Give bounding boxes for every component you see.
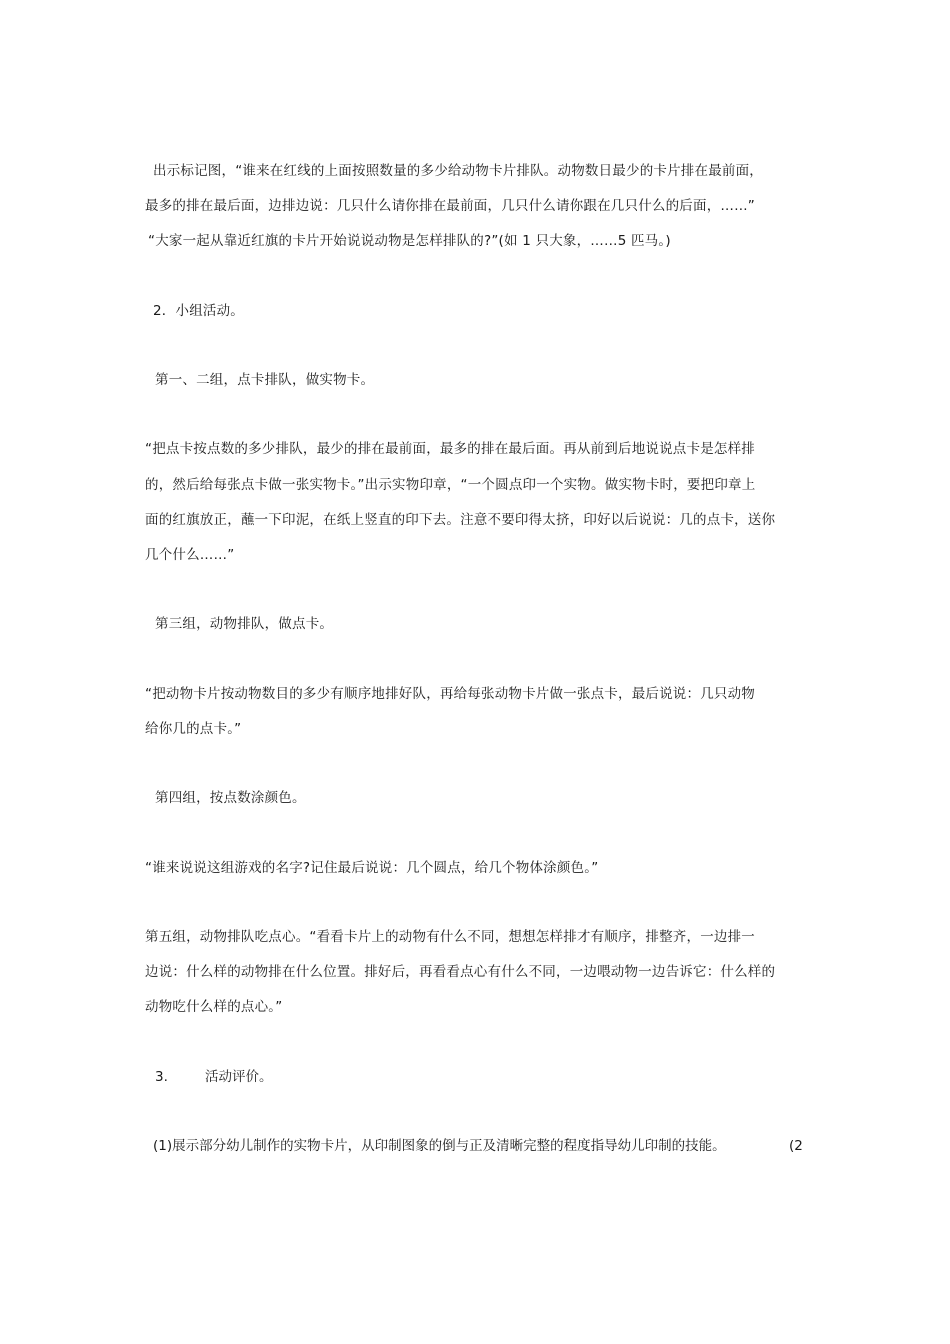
group12-title: 第一、二组，点卡排队，做实物卡。 xyxy=(155,372,375,388)
group12-body-line1: “把点卡按点数的多少排队，最少的排在最前面，最多的排在最后面。再从前到后地说说点卡是怎样排 xyxy=(145,441,755,457)
para1-line2: 最多的排在最后面，边排边说：几只什么请你排在最前面，几只什么请你跟在几只什么的后面，……” xyxy=(145,198,755,214)
group5-line2: 边说：什么样的动物排在什么位置。排好后，再看看点心有什么不同，一边喂动物一边告诉它：什么样的 xyxy=(145,964,776,980)
section-heading-2: 2．小组活动。 xyxy=(153,303,244,319)
group3-body-line2: 给你几的点卡。” xyxy=(145,721,242,737)
group12-body-line2: 的，然后给每张点卡做一张实物卡。”出示实物印章，“一个圆点印一个实物。做实物卡时，要把印章上 xyxy=(145,477,756,493)
section-heading-3-text: 活动评价。 xyxy=(205,1069,273,1085)
group5-line3: 动物吃什么样的点心。” xyxy=(145,999,283,1015)
para1-line1: 出示标记图，“谁来在红线的上面按照数量的多少给动物卡片排队。动物数日最少的卡片排在最前面， xyxy=(153,163,763,179)
para1-line3: “大家一起从靠近红旗的卡片开始说说动物是怎样排队的?”(如 1 只大象，……5 匹马。) xyxy=(148,233,671,249)
group5-line1: 第五组，动物排队吃点心。“看看卡片上的动物有什么不同，想想怎样排才有顺序，排整齐，一边排一 xyxy=(145,929,755,945)
group12-body-line4: 几个什么……” xyxy=(145,547,235,563)
group4-body: “谁来说说这组游戏的名字?记住最后说说：几个圆点，给几个物体涂颜色。” xyxy=(145,860,599,876)
section-heading-3-number: 3. xyxy=(155,1069,168,1085)
group4-title: 第四组，按点数涂颜色。 xyxy=(155,790,306,806)
group12-body-line3: 面的红旗放正，蘸一下印泥，在纸上竖直的印下去。注意不要印得太挤，印好以后说说：几的点卡，送你 xyxy=(145,512,776,528)
group3-title: 第三组，动物排队，做点卡。 xyxy=(155,616,334,632)
eval1-tail: (2 xyxy=(789,1138,803,1154)
group3-body-line1: “把动物卡片按动物数目的多少有顺序地排好队，再给每张动物卡片做一张点卡，最后说说：几只动物 xyxy=(145,686,755,702)
eval1-text: (1)展示部分幼儿制作的实物卡片，从印制图象的倒与正及清晰完整的程度指导幼儿印制的技能。 xyxy=(153,1138,726,1154)
